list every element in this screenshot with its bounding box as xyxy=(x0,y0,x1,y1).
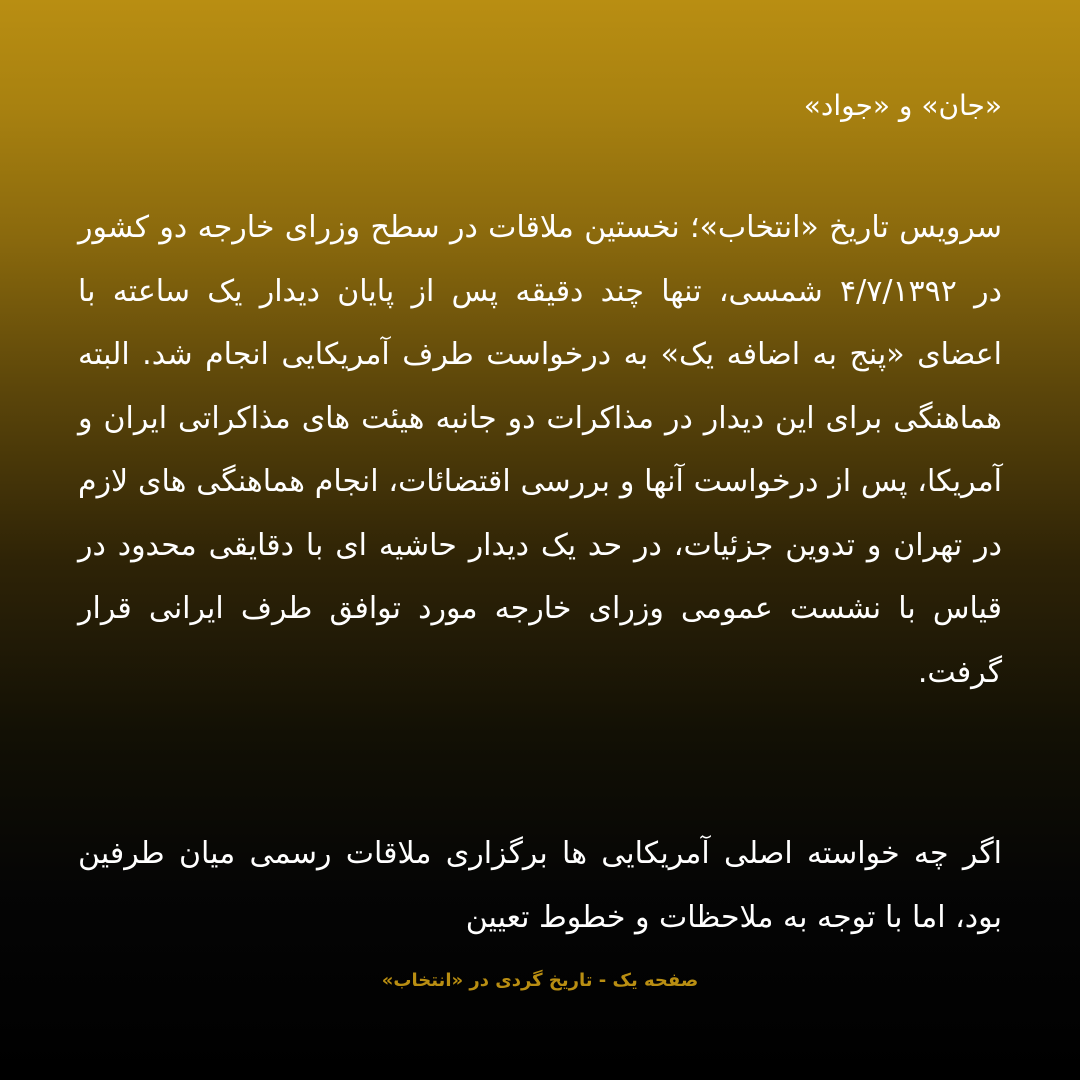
article-paragraph-1: سرویس تاریخ «انتخاب»؛ نخستین ملاقات در سطح وزرای خارجه دو کشور در ۴/۷/۱۳۹۲ شمسی، تنها چند دقیقه پس از پایان دیدار یک ساعته با اعضای «پنج به اضافه یک» به درخواست طرف آمریکایی انجام شد. البته هماهنگی برای این دیدار در مذاکرات دو جانبه هیئت های مذاکراتی ایران و آمریکا، پس از درخواست آنها و بررسی اقتضائات، انجام هماهنگی های لازم در تهران و تدوین جزئیات، در حد یک دیدار حاشیه ای با دقایقی محدود در قیاس با نشست عمومی وزرای خارجه مورد توافق طرف ایرانی قرار گرفت. xyxy=(78,210,1002,690)
article-paragraph-2: اگر چه خواسته اصلی آمریکایی ها برگزاری ملاقات رسمی میان طرفین بود، اما با توجه به ملاحظات و خطوط تعیین xyxy=(78,836,1002,935)
page-footer: صفحه یک - تاریخ گردی در «انتخاب» xyxy=(381,970,699,991)
article-heading: «جان» و «جواد» xyxy=(803,89,1002,122)
